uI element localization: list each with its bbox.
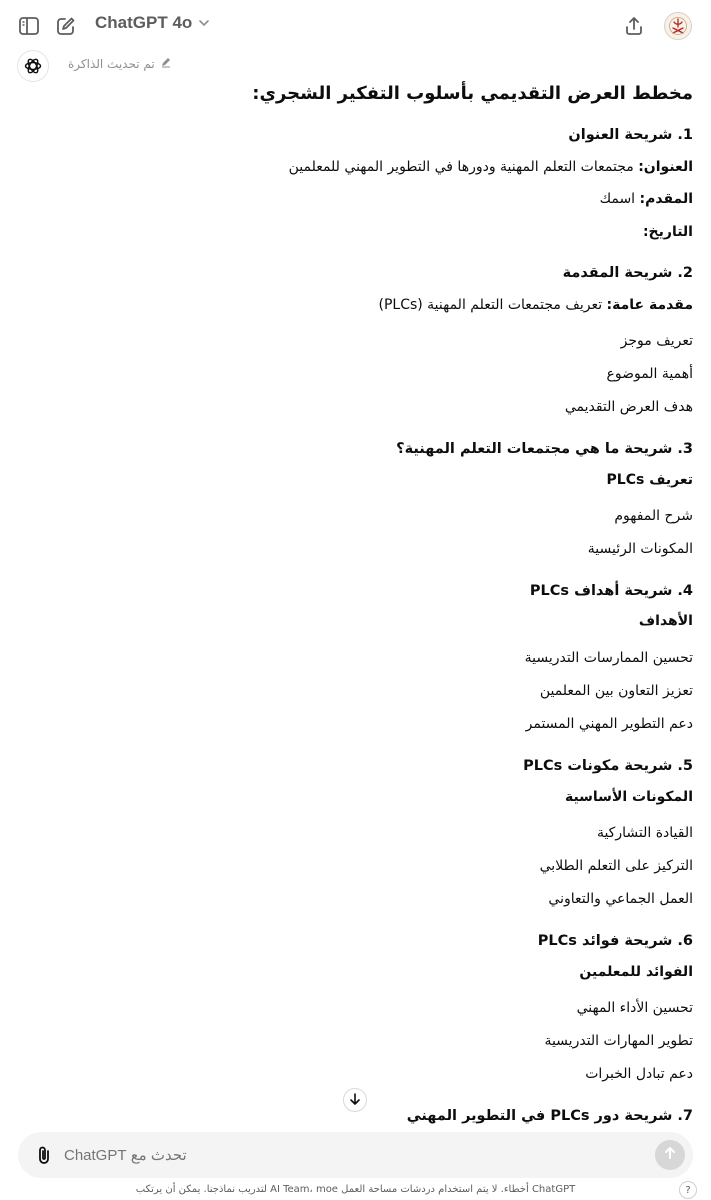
new-chat-icon[interactable]	[52, 12, 80, 40]
memory-icon	[160, 56, 172, 71]
list-item: تحسين الممارسات التدريسية	[524, 650, 693, 666]
memory-updated[interactable]	[68, 56, 172, 71]
intro-line	[378, 295, 693, 315]
list-item: هدف العرض التقديمي	[564, 399, 693, 415]
subheading: المكونات الأساسية	[564, 789, 693, 805]
section-heading-6: 6. شريحة فوائد PLCs	[537, 933, 693, 949]
intro-value: تعريف مجتمعات التعلم المهنية (PLCs)	[378, 297, 607, 313]
help-button[interactable]: ?	[679, 1181, 697, 1199]
memory-text: تم تحديث الذاكرة	[68, 56, 155, 71]
section-heading-2: 2. شريحة المقدمة	[562, 265, 693, 281]
top-bar	[0, 0, 711, 52]
list-item: المكونات الرئيسية	[587, 541, 693, 557]
model-selector[interactable]	[95, 13, 210, 33]
section-heading-4: 4. شريحة أهداف PLCs	[529, 583, 693, 599]
list-item: العمل الجماعي والتعاوني	[548, 891, 693, 907]
subheading: تعريف PLCs	[606, 472, 693, 488]
disclaimer-text: ChatGPT أخطاء. لا يتم استخدام دردشات مساحة العمل AI Team، moe لتدريب نماذجنا. يمكن أن يرتكب	[135, 1184, 576, 1195]
list-item: أهمية الموضوع	[606, 366, 693, 382]
send-arrow-icon	[662, 1145, 678, 1165]
scroll-to-bottom-button[interactable]	[343, 1088, 367, 1112]
title-line	[289, 157, 693, 177]
list-item: القيادة التشاركية	[596, 825, 693, 841]
section-heading-7: 7. شريحة دور PLCs في التطوير المهني	[406, 1108, 693, 1124]
list-item: دعم التطوير المهني المستمر	[525, 716, 693, 732]
list-item: تعزيز التعاون بين المعلمين	[539, 683, 693, 699]
list-item: تحسين الأداء المهني	[576, 1000, 693, 1016]
presenter-line	[600, 189, 693, 209]
section-heading-3: 3. شريحة ما هي مجتمعات التعلم المهنية؟	[396, 441, 693, 457]
subheading: الأهداف	[638, 613, 693, 629]
title-value: مجتمعات التعلم المهنية ودورها في التطوير المهني للمعلمين	[288, 159, 639, 175]
message-title: مخطط العرض التقديمي بأسلوب التفكير الشجري:	[252, 83, 693, 104]
chevron-down-icon	[198, 14, 210, 33]
arrow-down-icon	[348, 1091, 362, 1110]
list-item: تعريف موجز	[620, 333, 693, 349]
section-heading-1: 1. شريحة العنوان	[568, 127, 693, 143]
list-item: تطوير المهارات التدريسية	[544, 1033, 693, 1049]
sidebar-toggle-icon[interactable]	[15, 12, 43, 40]
avatar[interactable]	[664, 12, 692, 40]
list-item: دعم تبادل الخبرات	[585, 1066, 693, 1082]
section-heading-5: 5. شريحة مكونات PLCs	[523, 758, 693, 774]
presenter-label: المقدم:	[639, 191, 693, 207]
subheading: الفوائد للمعلمين	[579, 964, 693, 980]
paperclip-icon[interactable]	[32, 1143, 56, 1167]
openai-logo-icon	[17, 50, 49, 82]
model-name: ChatGPT 4o	[95, 13, 193, 32]
title-label: العنوان:	[638, 159, 693, 175]
message-input[interactable]	[64, 1140, 634, 1170]
send-button[interactable]	[655, 1140, 685, 1170]
presenter-value: اسمك	[599, 191, 640, 207]
date-label: التاريخ:	[642, 224, 693, 240]
composer	[18, 1132, 693, 1178]
intro-label: مقدمة عامة:	[606, 297, 693, 313]
share-icon[interactable]	[620, 12, 648, 40]
list-item: شرح المفهوم	[614, 508, 693, 524]
list-item: التركيز على التعلم الطلابي	[539, 858, 693, 874]
